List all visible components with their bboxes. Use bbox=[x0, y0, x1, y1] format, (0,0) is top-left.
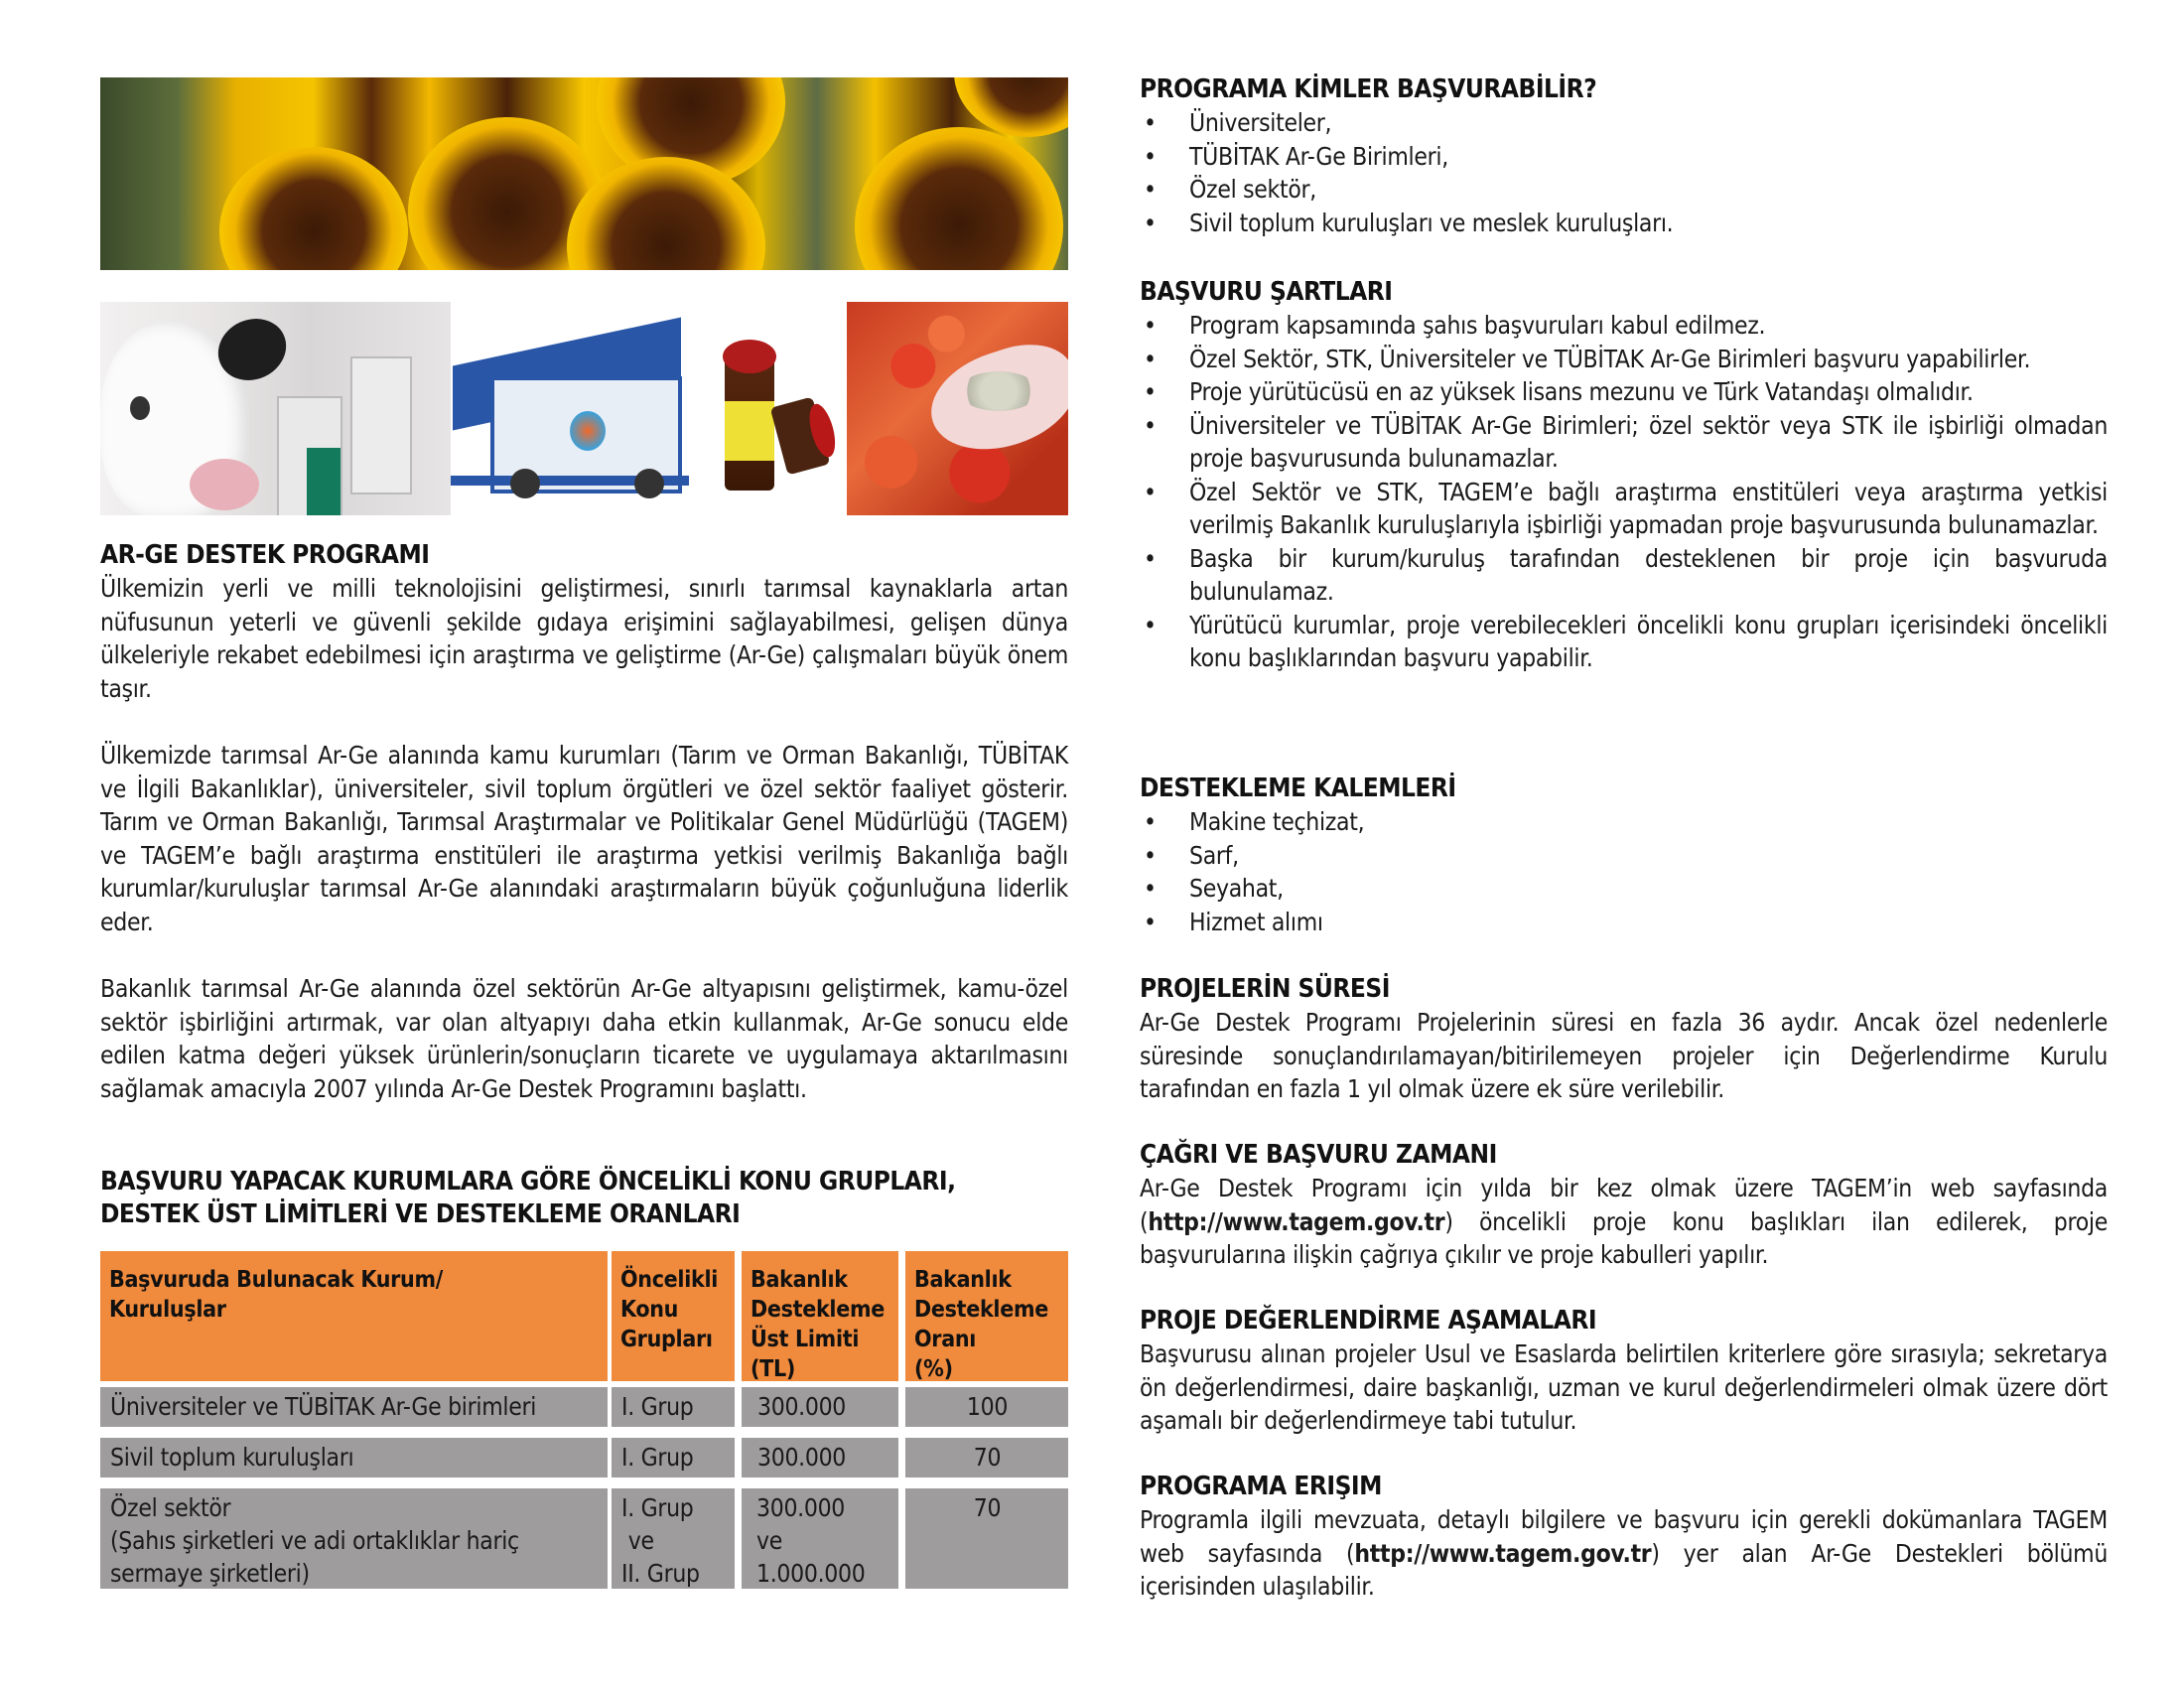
cell-text: Özel sektör bbox=[110, 1493, 231, 1522]
table-cell-oran bbox=[905, 1438, 1068, 1477]
cell-text: 100 bbox=[966, 1392, 1009, 1421]
bullet-icon: • bbox=[1144, 477, 1157, 506]
list-item bbox=[1140, 476, 2108, 542]
section-title: PROJE DEĞERLENDİRME AŞAMALARI bbox=[1140, 1306, 1597, 1336]
bullet-icon: • bbox=[1144, 907, 1157, 936]
list-item bbox=[1140, 343, 2108, 376]
bullet-icon: • bbox=[1144, 108, 1157, 137]
table-cell-limit bbox=[742, 1488, 898, 1589]
list-item-text: Üniversiteler ve TÜBİTAK Ar-Ge Birimleri; özel sektör veya STK ile işbirliği olmadan proje başvurusunda bulunamazlar. bbox=[1189, 410, 2108, 473]
bullet-icon: • bbox=[1144, 410, 1157, 440]
table-cell-kurum bbox=[100, 1438, 608, 1477]
list-item-text: Sivil toplum kuruluşları ve meslek kuruluşları. bbox=[1189, 208, 1674, 237]
table-title-line-1: BAŞVURU YAPACAK KURUMLARA GÖRE ÖNCELİKLİ KONU GRUPLARI, bbox=[100, 1167, 956, 1196]
tagem-url-link[interactable]: http://www.tagem.gov.tr bbox=[1148, 1206, 1445, 1236]
header-line: Kuruluşlar bbox=[109, 1297, 226, 1323]
list-item-text: Seyahat, bbox=[1189, 874, 1284, 903]
section-cagri bbox=[1140, 1139, 2108, 1272]
table-cell-oran bbox=[905, 1387, 1068, 1427]
bullet-icon: • bbox=[1144, 543, 1157, 573]
cell-text: ve bbox=[621, 1526, 654, 1555]
cell-text: 70 bbox=[973, 1443, 1002, 1472]
table-cell-limit bbox=[742, 1438, 898, 1477]
photo-strip bbox=[100, 302, 1068, 515]
list-item-text: Özel sektör, bbox=[1189, 175, 1316, 204]
support-items-list bbox=[1140, 805, 2108, 938]
table-cell-grup bbox=[612, 1488, 735, 1589]
table-cell-grup bbox=[612, 1387, 735, 1427]
list-item bbox=[1140, 609, 2108, 675]
list-item bbox=[1140, 872, 2108, 906]
header-line: Grupları bbox=[620, 1327, 713, 1352]
eligible-list bbox=[1140, 106, 2108, 239]
header-line: (TL) bbox=[751, 1356, 796, 1382]
list-item bbox=[1140, 173, 2108, 207]
list-item bbox=[1140, 906, 2108, 939]
conditions-list bbox=[1140, 309, 2108, 675]
section-title: PROGRAMA KİMLER BAŞVURABİLİR? bbox=[1140, 74, 1597, 104]
section-kimler bbox=[1140, 73, 2108, 239]
list-item-text: Makine teçhizat, bbox=[1189, 807, 1365, 836]
sunflower-hero-image bbox=[100, 77, 1068, 270]
section-arge-destek bbox=[100, 539, 1068, 705]
section-paragraph-3 bbox=[100, 972, 1068, 1105]
header-line: Bakanlık bbox=[751, 1267, 848, 1293]
cell-text: ve bbox=[756, 1526, 783, 1555]
list-item-text: Başka bir kurum/kuruluş tarafından desteklenen bir proje için başvuruda bulunulamaz. bbox=[1189, 543, 2108, 606]
table-section-title bbox=[100, 1166, 1068, 1231]
table-cell-oran bbox=[905, 1488, 1068, 1589]
calf-photo bbox=[100, 302, 451, 515]
list-item-text: Özel Sektör ve STK, TAGEM’e bağlı araştırma enstitüleri veya araştırma yetkisi verilmiş Bakanlık kuruluşlarıyla işbirliği yapmadan proje başvurusunda bulunamazlar. bbox=[1189, 477, 2108, 539]
header-line: Üst Limiti bbox=[751, 1327, 860, 1352]
cell-text: sermaye şirketleri) bbox=[110, 1559, 310, 1588]
table-cell-kurum bbox=[100, 1488, 608, 1589]
header-line: Öncelikli bbox=[620, 1267, 719, 1293]
cell-text: I. Grup bbox=[621, 1443, 694, 1472]
bullet-icon: • bbox=[1144, 344, 1157, 373]
section-title: PROJELERİN SÜRESİ bbox=[1140, 974, 1390, 1004]
bullet-icon: • bbox=[1144, 377, 1157, 406]
table-cell-kurum bbox=[100, 1387, 608, 1427]
cell-text: Üniversiteler ve TÜBİTAK Ar-Ge birimleri bbox=[110, 1392, 537, 1421]
bullet-icon: • bbox=[1144, 840, 1157, 870]
list-item bbox=[1140, 542, 2108, 609]
tagem-url-link[interactable]: http://www.tagem.gov.tr bbox=[1354, 1538, 1652, 1568]
section-erisim bbox=[1140, 1471, 2108, 1604]
paragraph-text: ) öncelikli proje konu başlıkları ilan edilerek, proje başvurularına ilişkin çağrıya çıkılır ve proje kabulleri yapılır. bbox=[1140, 1206, 2108, 1269]
list-item-text: Hizmet alımı bbox=[1189, 907, 1323, 936]
section-kalemler bbox=[1140, 773, 2108, 938]
paragraph bbox=[1140, 1172, 2108, 1272]
paragraph-text: ) yer alan Ar-Ge Destekleri bölümü içerisinden ulaşılabilir. bbox=[1140, 1538, 2108, 1601]
mobile-lab-photo bbox=[451, 302, 707, 515]
table-cell-grup bbox=[612, 1438, 735, 1477]
paragraph bbox=[1140, 1503, 2108, 1604]
list-item-text: Program kapsamında şahıs başvuruları kabul edilmez. bbox=[1189, 311, 1766, 340]
paragraph: Ar-Ge Destek Programı Projelerinin süresi en fazla 36 aydır. Ancak özel nedenlerle süresinde sonuçlandırılamayan/bitirilemeyen projeler için Değerlendirme Kurulu tarafından en fazla 1 yıl olmak üzere ek süre verilebilir. bbox=[1140, 1008, 2108, 1103]
section-asamalar bbox=[1140, 1305, 2108, 1438]
cell-text: 1.000.000 bbox=[756, 1559, 866, 1588]
table-title-line-2: DESTEK ÜST LİMİTLERİ VE DESTEKLEME ORANLARI bbox=[100, 1199, 741, 1229]
section-paragraph-2 bbox=[100, 739, 1068, 938]
paragraph: Ülkemizde tarımsal Ar-Ge alanında kamu kurumları (Tarım ve Orman Bakanlığı, TÜBİTAK ve İlgili Bakanlıklar), üniversiteler, sivil toplum örgütleri ve özel sektör faaliyet gösterir. Tarım ve Orman Bakanlığı, Tarımsal Araştırmalar ve Politikalar Genel Müdürlüğü (TAGEM) ve TAGEM’e bağlı araştırma enstitüleri ile araştırma yetkisi verilmiş Bakanlığa bağlı kurumlar/kuruluşlar tarımsal Ar-Ge alanındaki araştırmaların büyük çoğunluğuna liderlik eder. bbox=[100, 741, 1068, 936]
section-title: ÇAĞRI VE BAŞVURU ZAMANI bbox=[1140, 1140, 1497, 1170]
tomato-seeds-photo bbox=[847, 302, 1068, 515]
list-item-text: TÜBİTAK Ar-Ge Birimleri, bbox=[1189, 141, 1448, 171]
bullet-icon: • bbox=[1144, 874, 1157, 903]
list-item bbox=[1140, 839, 2108, 873]
header-line: Bakanlık bbox=[914, 1267, 1012, 1293]
cell-text: II. Grup bbox=[621, 1559, 700, 1588]
list-item bbox=[1140, 140, 2108, 174]
paragraph: Bakanlık tarımsal Ar-Ge alanında özel sektörün Ar-Ge altyapısını geliştirmek, kamu-özel sektör işbirliğini artırmak, var olan altyapıyı daha etkin kullanmak, Ar-Ge sonucu elde edilen katma değeri yüksek ürünlerin/sonuçların ticarete ve uygulamaya aktarılmasını sağlamak amacıyla 2007 yılında Ar-Ge Destek Programını başlattı. bbox=[100, 974, 1068, 1103]
bullet-icon: • bbox=[1144, 175, 1157, 204]
section-sure bbox=[1140, 973, 2108, 1106]
list-item bbox=[1140, 805, 2108, 839]
section-title: AR-GE DESTEK PROGRAMI bbox=[100, 540, 430, 570]
header-line: Konu bbox=[620, 1297, 679, 1323]
section-sartlar bbox=[1140, 276, 2108, 675]
bullet-icon: • bbox=[1144, 311, 1157, 340]
cell-text: I. Grup bbox=[621, 1493, 694, 1522]
header-line: (%) bbox=[914, 1356, 953, 1382]
cell-text: 300.000 bbox=[757, 1443, 847, 1472]
section-title: DESTEKLEME KALEMLERİ bbox=[1140, 774, 1456, 803]
paragraph-text: Ar-Ge Destek Programı için yılda bir kez olmak üzere TAGEM’in web sayfasında ( bbox=[1140, 1174, 2108, 1236]
cell-text: 300.000 bbox=[757, 1392, 847, 1421]
bullet-icon: • bbox=[1144, 610, 1157, 639]
bullet-icon: • bbox=[1144, 208, 1157, 237]
list-item bbox=[1140, 409, 2108, 476]
bottles-photo bbox=[707, 302, 847, 515]
list-item-text: Sarf, bbox=[1189, 840, 1239, 870]
header-line: Destekleme bbox=[914, 1297, 1048, 1323]
header-kurum bbox=[100, 1251, 608, 1381]
header-grup bbox=[612, 1251, 735, 1381]
list-item bbox=[1140, 106, 2108, 140]
header-oran bbox=[905, 1251, 1068, 1381]
cell-text: (Şahıs şirketleri ve adi ortaklıklar hariç bbox=[110, 1526, 519, 1555]
cell-text: I. Grup bbox=[621, 1392, 694, 1421]
list-item-text: Üniversiteler, bbox=[1189, 108, 1332, 137]
paragraph: Başvurusu alınan projeler Usul ve Esaslarda belirtilen kriterlere göre sırasıyla; sekretarya ön değerlendirmesi, daire başkanlığı, uzman ve kurul değerlendirmeleri olmak üzere dört aşamalı bir değerlendirmeye tabi tutulur. bbox=[1140, 1339, 2108, 1435]
header-line: Başvuruda Bulunacak Kurum/ bbox=[109, 1267, 444, 1293]
section-title: BAŞVURU ŞARTLARI bbox=[1140, 277, 1393, 307]
section-title: PROGRAMA ERIŞIM bbox=[1140, 1472, 1382, 1501]
list-item bbox=[1140, 207, 2108, 240]
bullet-icon: • bbox=[1144, 807, 1157, 836]
list-item-text: Özel Sektör, STK, Üniversiteler ve TÜBİTAK Ar-Ge Birimleri başvuru yapabilirler. bbox=[1189, 344, 2031, 373]
paragraph: Ülkemizin yerli ve milli teknolojisini geliştirmesi, sınırlı tarımsal kaynaklarla artan nüfusunun yeterli ve güvenli şekilde gıdaya erişimini sağlayabilmesi, gelişen dünya ülkeleriyle rekabet edebilmesi için araştırma ve geliştirme (Ar-Ge) çalışmaları büyük önem taşır. bbox=[100, 574, 1068, 703]
list-item bbox=[1140, 375, 2108, 409]
header-line: Oranı bbox=[914, 1327, 977, 1352]
table-cell-limit bbox=[742, 1387, 898, 1427]
header-limit bbox=[742, 1251, 898, 1381]
bullet-icon: • bbox=[1144, 141, 1157, 171]
cell-text: 70 bbox=[973, 1493, 1002, 1522]
list-item-text: Yürütücü kurumlar, proje verebilecekleri öncelikli konu grupları içerisindeki öncelikli konu başlıklarından başvuru yapabilir. bbox=[1189, 610, 2108, 672]
cell-text: 300.000 bbox=[756, 1493, 846, 1522]
list-item bbox=[1140, 309, 2108, 343]
header-line: Destekleme bbox=[751, 1297, 885, 1323]
list-item-text: Proje yürütücüsü en az yüksek lisans mezunu ve Türk Vatandaşı olmalıdır. bbox=[1189, 377, 1974, 406]
paragraph-text: Programla ilgili mevzuata, detaylı bilgilere ve başvuru için gerekli dokümanlara TAGEM web sayfasında ( bbox=[1140, 1505, 2108, 1568]
cell-text: Sivil toplum kuruluşları bbox=[110, 1443, 354, 1472]
